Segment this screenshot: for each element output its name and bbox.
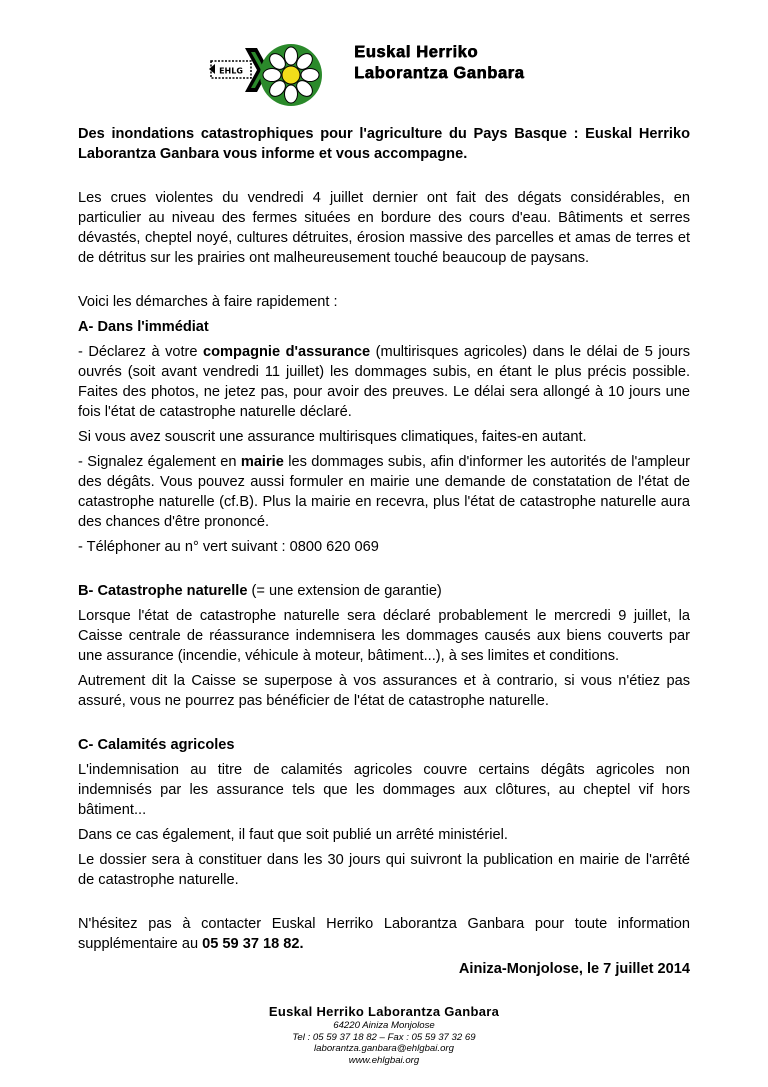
contact-paragraph: N'hésitez pas à contacter Euskal Herriko Laborantza Ganbara pour toute information supplémentaire au 05 59 37 18 82. [78,916,690,952]
section-b-paragraph-2: Autrement dit la Caisse se superpose à vos assurances et à contrario, si vous n'étiez pas assuré, vous ne pourrez pas bénéficier de l'état de catastrophe naturelle. [78,673,690,709]
footer-email[interactable]: laborantza.ganbara@ehlgbai.org [314,1043,454,1054]
org-title-line1: Euskal Herriko [354,43,478,61]
section-c-paragraph-1: L'indemnisation au titre de calamités agricoles couvre certains dégâts agricoles non indemnisés par les assurance tels que les dommages aux clôtures, au cheptel vif hors bâtiment... [78,762,690,818]
letter-body [78,124,690,979]
intro-paragraph: Les crues violentes du vendredi 4 juillet dernier ont fait des dégats considérables, en particulier au niveau des fermes situées en bordure des cours d'eau. Bâtiments et serres dévastés, cheptel noyé, cultures détruites, érosion massive des parcelles et amas de terres et de détritus sur les prairies ont malheureusement touché beaucoup de paysans. [78,190,690,266]
footer-website[interactable]: www.ehlgbai.org [348,1054,420,1066]
ehlg-logo-icon [205,42,323,108]
section-a-phone: - Téléphoner au n° vert suivant : 0800 620 069 [78,539,379,555]
steps-intro: Voici les démarches à faire rapidement : [78,294,338,310]
section-a-paragraph-3: - Signalez également en mairie les dommages subis, afin d'informer les autorités de l'ampleur des dégâts. Vous pouvez aussi formuler en mairie une demande de constatation de l'état de catastrophe naturelle (cf.B). Plus la mairie en recevra, plus l'état de catastrophe naturelle aura des chances d'être prononcé. [78,454,691,530]
footer [0,1004,768,1066]
signoff: Ainiza-Monjolose, le 7 juillet 2014 [458,961,690,977]
org-title-line2: Laborantza Ganbara [354,64,525,82]
section-c-paragraph-2: Dans ce cas également, il faut que soit publié un arrêté ministériel. [78,827,508,843]
contact-phone: 05 59 37 18 82. [202,936,304,952]
section-c-heading: C- Calamités agricoles [78,737,235,753]
org-title [354,42,524,84]
section-a-heading: A- Dans l'immédiat [78,319,209,335]
letterhead [205,42,625,112]
footer-address: 64220 Ainiza Monjolose [333,1020,435,1031]
footer-tel-fax: Tel : 05 59 37 18 82 – Fax : 05 59 37 32 69 [292,1031,476,1043]
section-b-paragraph-1: Lorsque l'état de catastrophe naturelle sera déclaré probablement le mercredi 9 juillet, la Caisse centrale de réassurance indemnisera les dommages causés aux biens couverts par une assurance (incendie, véhicule à moteur, bâtiment...), à ses limites et conditions. [78,608,690,664]
intro-title: Des inondations catastrophiques pour l'agriculture du Pays Basque : Euskal Herriko Laborantza Ganbara vous informe et vous accompagne. [78,126,690,162]
footer-org: Euskal Herriko Laborantza Ganbara [268,1004,500,1019]
section-a-paragraph-2: Si vous avez souscrit une assurance multirisques climatiques, faites-en autant. [78,429,587,445]
logo-arrow-text: EHLG [219,66,243,76]
section-b-heading: B- Catastrophe naturelle (= une extension de garantie) [78,583,442,599]
section-c-paragraph-3: Le dossier sera à constituer dans les 30 jours qui suivront la publication en mairie de l'arrêté de catastrophe naturelle. [78,852,690,888]
section-a-paragraph-1: - Déclarez à votre compagnie d'assurance (multirisques agricoles) dans le délai de 5 jours ouvrés (soit avant vendredi 11 juillet) les dommages subis, en étant le plus précis possible. Faites des photos, ne jetez pas, pour avoir des preuves. Le délai sera allongé à 10 jours une fois l'état de catastrophe naturelle déclaré. [78,344,690,420]
